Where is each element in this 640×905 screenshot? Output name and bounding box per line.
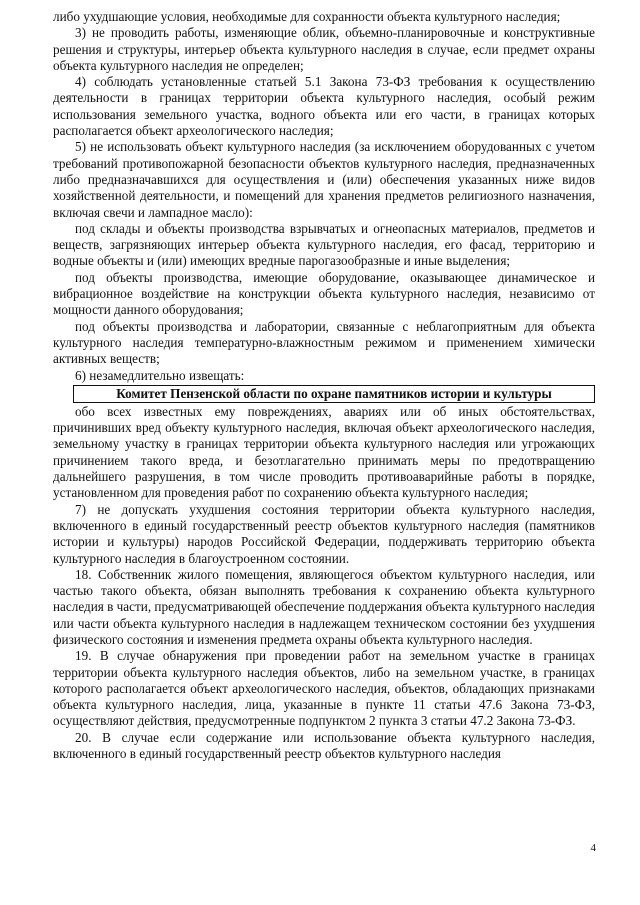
paragraph-4: 5) не использовать объект культурного наследия (за исключением оборудованных с учетом требований противопожарной безопасности объектов культурного наследия, предназначенных либо предназначавшихся для осуществления и (или) обеспечения указанных ниже видов хозяйственной деятельности, и помещений для хранения предметов религиозного назначения, включая свечи и лампадное масло):	[53, 139, 595, 220]
paragraph-after-3: 18. Собственник жилого помещения, являющегося объектом культурного наследия, или частью такого объекта, обязан выполнять требования к сохранению объекта культурного наследия в части, предусматривающей обеспечение поддержания объекта культурного наследия или части объекта культурного наследия в надлежащем техническом состоянии без ухудшения физического состояния и изменения предмета охраны объекта культурного наследия.	[53, 566, 595, 647]
paragraph-8: 6) незамедлительно извещать:	[75, 367, 245, 383]
paragraph-7: под объекты производства и лаборатории, связанные с неблагоприятным для объекта культурного наследия температурно-влажностным режимом и применением химически активных веществ;	[53, 318, 595, 367]
paragraph-after-4: 19. В случае обнаружения при проведении работ на земельном участке в границах территории объекта культурного наследия объектов, либо на земельном участке, в границах которого располагается объект археологического наследия, объектов, обладающих признаками объекта культурного наследия, лица, указанные в пункте 11 статьи 47.6 Закона 73-ФЗ, осуществляют действия, предусмотренные подпунктом 2 пункта 3 статьи 47.2 Закона 73-ФЗ.	[53, 648, 595, 729]
paragraph-after-1: обо всех известных ему повреждениях, авариях или об иных обстоятельствах, причинивших вред объекту культурного наследия, включая объект археологического наследия, земельному участку в границах территории объекта культурного наследия или угрожающих причинением такого вреда, и безотлагательно принимать меры по предотвращению дальнейшего разрушения, в том числе проводить противоаварийные работы в порядке, установленном для проведения работ по сохранению объекта культурного наследия;	[53, 403, 595, 501]
paragraph-3: 4) соблюдать установленные статьей 5.1 Закона 73-ФЗ требования к осуществлению деятельности в границах территории объекта культурного наследия, особый режим использования земельного участка, водного объекта или его части, в границах которых располагается объект археологического наследия;	[53, 74, 595, 139]
paragraph-after-5: 20. В случае если содержание или использование объекта культурного наследия, включенного в единый государственный реестр объектов культурного наследия	[53, 729, 595, 762]
addressee-header-box: Комитет Пензенской области по охране памятников истории и культуры	[73, 385, 595, 403]
document-body-top	[53, 9, 595, 384]
paragraph-6: под объекты производства, имеющие оборудование, оказывающее динамическое и вибрационное воздействие на конструкции объекта культурного наследия, независимо от мощности данного оборудования;	[53, 269, 595, 318]
paragraph-2: 3) не проводить работы, изменяющие облик, объемно-планировочные и конструктивные решения и структуры, интерьер объекта культурного наследия в случае, если предмет охраны объекта культурного наследия не определен;	[53, 25, 595, 73]
document-body-bottom	[53, 404, 595, 763]
document-page	[53, 9, 595, 762]
paragraph-1: либо ухудшающие условия, необходимые для сохранности объекта культурного наследия;	[53, 9, 561, 24]
paragraph-5: под склады и объекты производства взрывчатых и огнеопасных материалов, предметов и веществ, загрязняющих интерьер объекта культурного наследия, его фасад, территорию и водные объекты и (или) имеющих вредные парогазообразные и иные выделения;	[53, 220, 595, 269]
paragraph-after-2: 7) не допускать ухудшения состояния территории объекта культурного наследия, включенного в единый государственный реестр объектов культурного наследия (памятников истории и культуры) народов Российской Федерации, поддерживать территорию объекта культурного наследия в благоустроенном состоянии.	[53, 501, 595, 566]
page-number: 4	[590, 842, 596, 854]
